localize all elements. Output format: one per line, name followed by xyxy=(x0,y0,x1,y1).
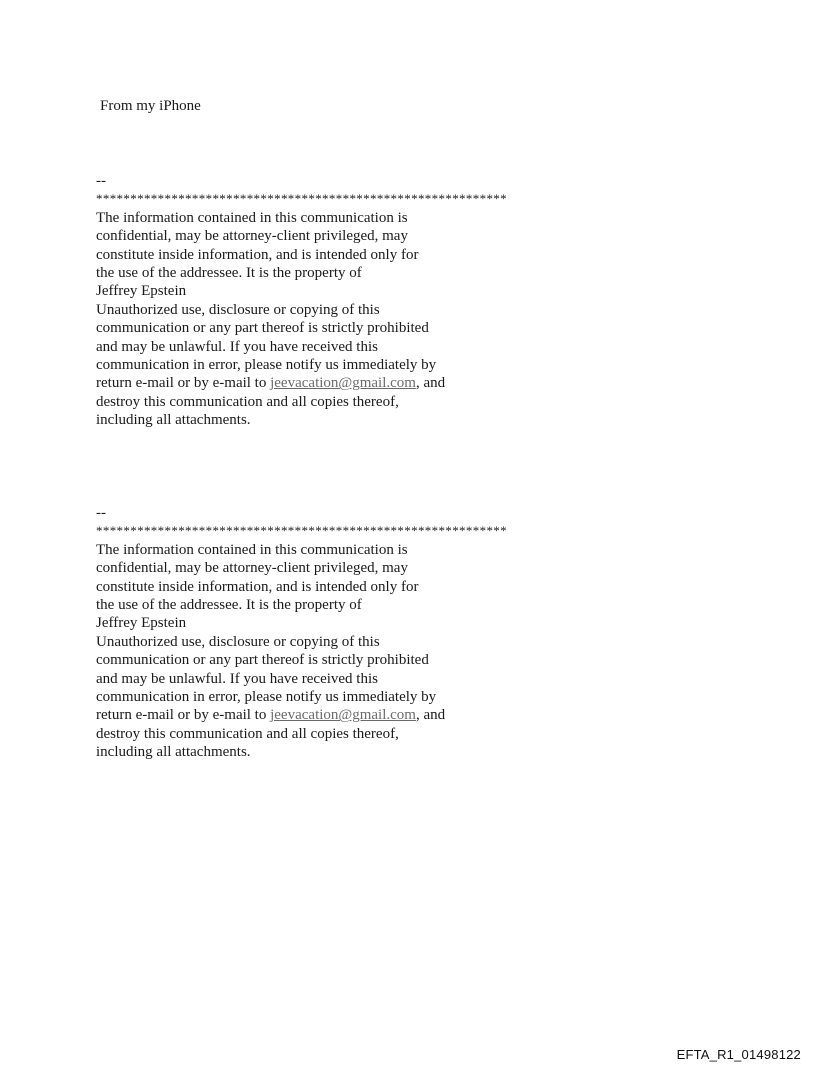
email-prefix: return e-mail or by e-mail to xyxy=(96,375,271,392)
confidentiality-footer xyxy=(96,504,596,762)
footer-line: Unauthorized use, disclosure or copying of this xyxy=(96,301,380,318)
footer-line: confidential, may be attorney-client privileged, may xyxy=(96,560,408,577)
footer-line: communication or any part thereof is strictly prohibited xyxy=(96,320,429,337)
footer-line: communication or any part thereof is strictly prohibited xyxy=(96,652,429,669)
email-suffix: , and xyxy=(415,707,446,724)
email-link[interactable]: jeevacation@gmail.com xyxy=(270,375,416,392)
footer-line: the use of the addressee. It is the property of xyxy=(96,597,362,614)
separator: -- xyxy=(96,505,106,521)
footer-line: communication in error, please notify us immediately by xyxy=(96,357,437,374)
footer-line: The information contained in this communication is xyxy=(96,541,408,558)
footer-line: the use of the addressee. It is the property of xyxy=(96,265,362,282)
footer-email-line xyxy=(96,374,596,392)
footer-line: Unauthorized use, disclosure or copying of this xyxy=(96,633,380,650)
footer-line: including all attachments. xyxy=(96,744,251,761)
footer-line: and may be unlawful. If you have received this xyxy=(96,338,378,355)
footer-line: and may be unlawful. If you have received this xyxy=(96,670,378,687)
footer-line: constitute inside information, and is intended only for xyxy=(96,578,419,595)
footer-line: confidential, may be attorney-client privileged, may xyxy=(96,228,408,245)
footer-line: including all attachments. xyxy=(96,412,251,429)
footer-line: Jeffrey Epstein xyxy=(96,615,187,632)
footer-line: destroy this communication and all copies thereof, xyxy=(96,725,399,742)
footer-line: destroy this communication and all copies thereof, xyxy=(96,393,399,410)
separator: -- xyxy=(96,173,106,189)
footer-email-line xyxy=(96,706,596,724)
footer-line: Jeffrey Epstein xyxy=(96,283,187,300)
footer-line: constitute inside information, and is intended only for xyxy=(96,246,419,263)
asterisk-rule: ************************************************************ xyxy=(96,191,507,207)
signoff-text: From my iPhone xyxy=(100,98,201,114)
asterisk-rule: ************************************************************ xyxy=(96,523,507,539)
footer-line: communication in error, please notify us immediately by xyxy=(96,689,437,706)
bates-number: EFTA_R1_01498122 xyxy=(676,1047,801,1062)
email-prefix: return e-mail or by e-mail to xyxy=(96,707,271,724)
email-suffix: , and xyxy=(415,375,446,392)
email-link[interactable]: jeevacation@gmail.com xyxy=(270,707,416,724)
confidentiality-footer xyxy=(96,172,596,430)
footer-line: The information contained in this communication is xyxy=(96,209,408,226)
